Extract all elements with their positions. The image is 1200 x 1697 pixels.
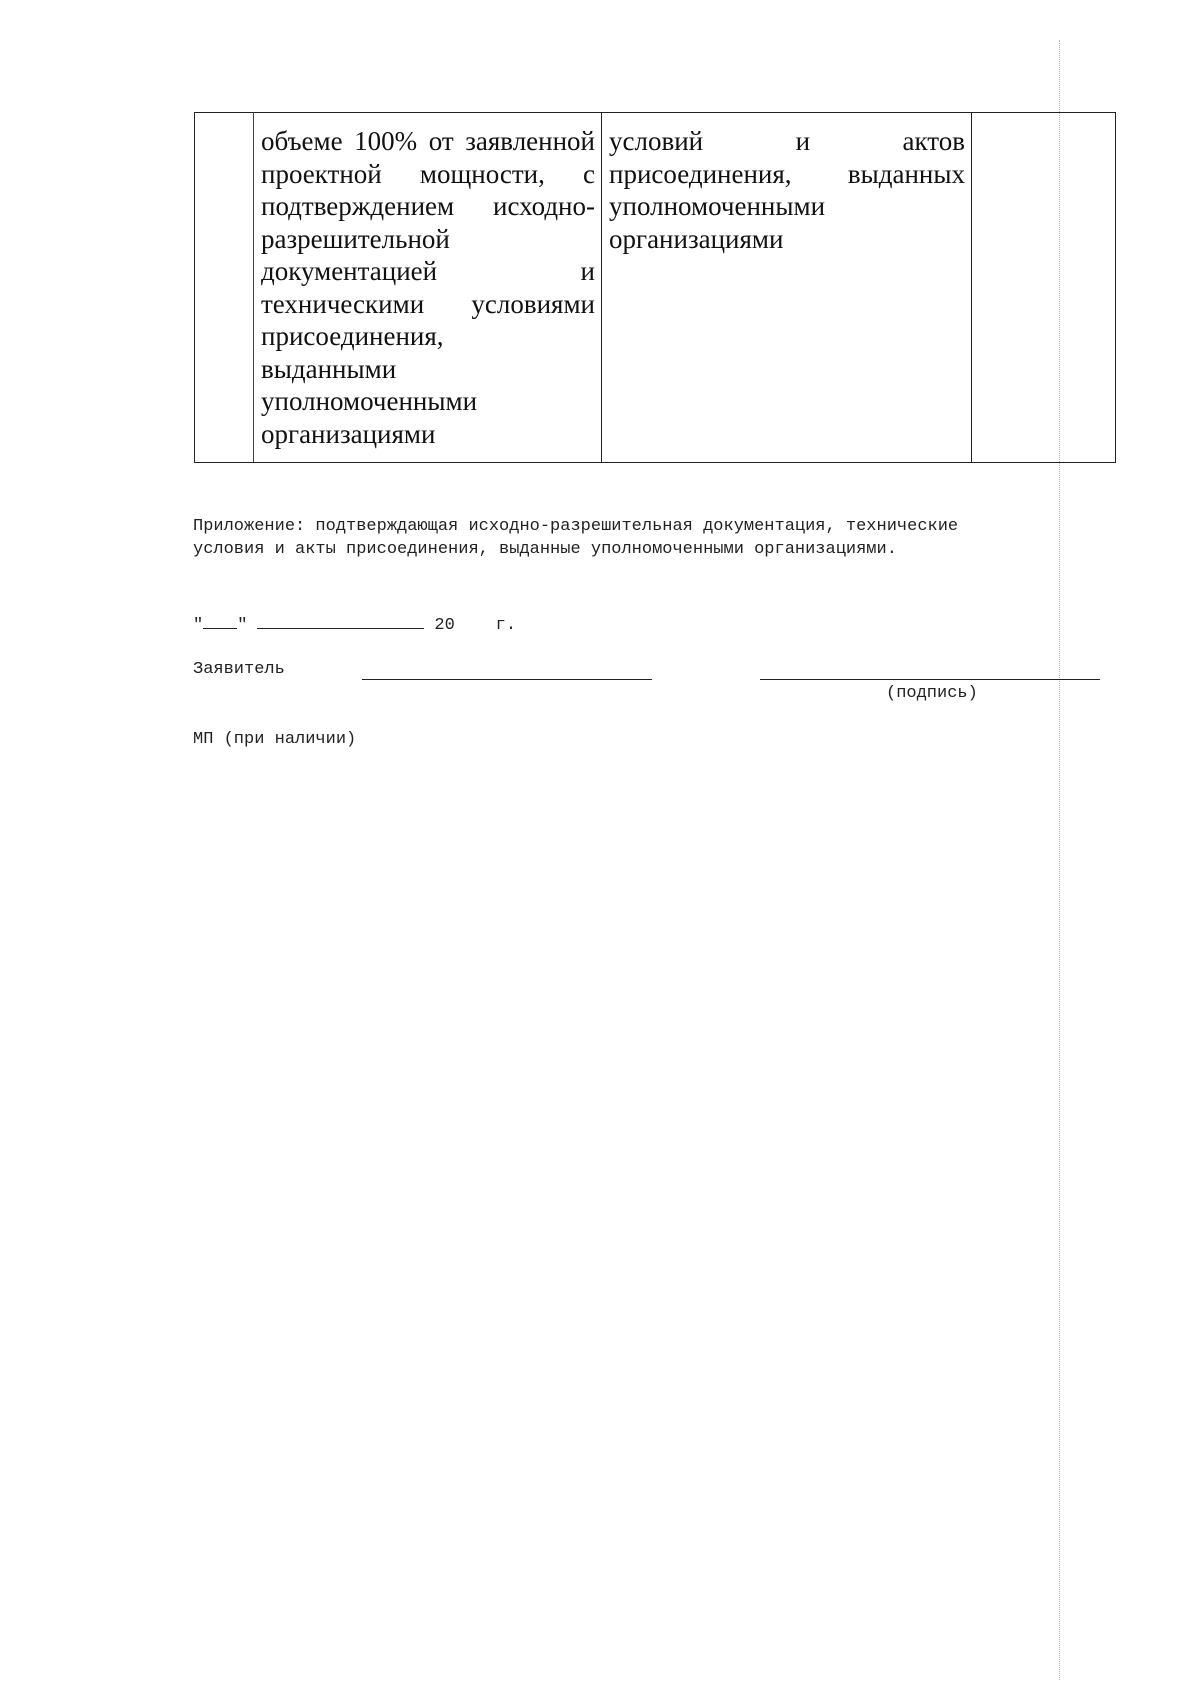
table-cell-description bbox=[254, 113, 602, 463]
date-open-quote: " bbox=[193, 616, 204, 635]
table-cell-number bbox=[195, 113, 254, 463]
cell-text-line: подтверждением исходно- bbox=[261, 191, 595, 221]
cell-text-line: документацией и bbox=[261, 256, 595, 286]
stamp-label: МП (при наличии) bbox=[193, 730, 357, 749]
cell-text-line: организациями bbox=[261, 418, 436, 449]
applicant-label: Заявитель bbox=[193, 660, 285, 679]
appendix-note bbox=[193, 515, 1103, 561]
date-field bbox=[193, 614, 516, 635]
continuation-table bbox=[194, 112, 1116, 463]
cell-text-line: техническими условиями bbox=[261, 288, 595, 319]
appendix-line: условия и акты присоединения, выданные уполномоченными организациями. bbox=[193, 540, 897, 559]
cell-text-line: организациями bbox=[609, 223, 784, 254]
date-close-quote: " bbox=[237, 616, 248, 635]
cell-text-line: уполномоченными bbox=[261, 386, 478, 416]
cell-text-line: выданными bbox=[261, 353, 397, 384]
applicant-name-blank[interactable] bbox=[362, 679, 652, 680]
appendix-line: Приложение: подтверждающая исходно-разрешительная документация, технические bbox=[193, 517, 959, 536]
signature-blank[interactable] bbox=[760, 679, 1100, 680]
cell-text-line: присоединения, выданных bbox=[609, 158, 965, 189]
cell-text-line: разрешительной bbox=[261, 223, 450, 254]
cell-text-line: уполномоченными bbox=[609, 191, 826, 221]
cell-text-line: объеме 100% от заявленной bbox=[261, 126, 595, 156]
year-suffix: г. bbox=[495, 616, 517, 635]
table-cell-empty bbox=[972, 113, 1116, 463]
table-row bbox=[195, 113, 1116, 463]
cell-text-line: условий и актов bbox=[609, 126, 965, 156]
signature-caption: (подпись) bbox=[886, 684, 978, 703]
day-blank[interactable] bbox=[203, 614, 237, 629]
table-cell-documents bbox=[602, 113, 972, 463]
cell-text-line: присоединения, bbox=[261, 321, 444, 351]
year-prefix: 20 bbox=[434, 616, 455, 635]
month-blank[interactable] bbox=[257, 614, 424, 629]
cell-text-line: проектной мощности, с bbox=[261, 158, 595, 189]
